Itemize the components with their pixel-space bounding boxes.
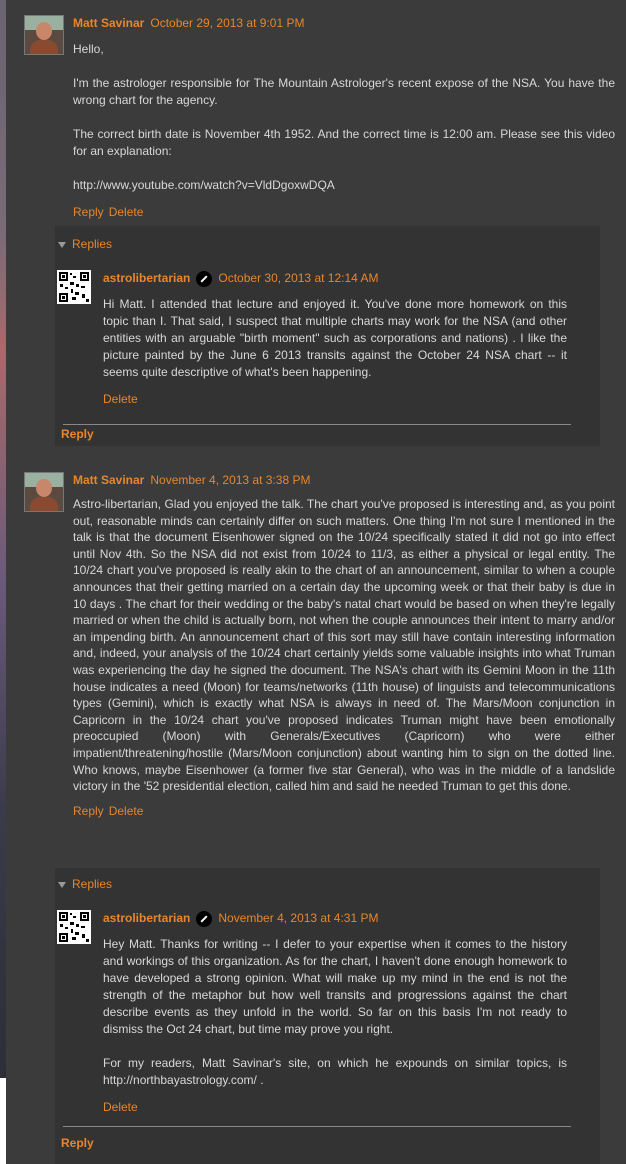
collapse-triangle-icon xyxy=(58,882,66,888)
avatar[interactable] xyxy=(24,15,64,55)
avatar[interactable] xyxy=(57,910,91,944)
comment-date[interactable]: November 4, 2013 at 3:38 PM xyxy=(150,473,311,487)
video-link[interactable]: http://www.youtube.com/watch?v=VldDgoxwDQA xyxy=(73,178,335,192)
avatar[interactable] xyxy=(57,270,91,304)
comment-text xyxy=(73,496,615,795)
reply-text xyxy=(103,296,567,381)
reply-paragraph: For my readers, Matt Savinar's site, on which he expounds on similar topics, is http://northbayastrology.com/ . xyxy=(103,1056,567,1087)
comment-author[interactable]: Matt Savinar xyxy=(73,16,145,30)
replies-label: Replies xyxy=(72,237,113,251)
replies-thread xyxy=(55,226,600,446)
comment-paragraph: Hello, xyxy=(73,42,104,56)
delete-button[interactable]: Delete xyxy=(108,205,144,219)
thread-reply-button[interactable]: Reply xyxy=(61,427,94,441)
reply-button[interactable]: Reply xyxy=(73,803,104,818)
collapse-triangle-icon xyxy=(58,242,66,248)
reply-text xyxy=(103,936,567,1089)
comment-paragraph: Astro-libertarian, Glad you enjoyed the talk. The chart you've proposed is interesting and, as you point out, reasonable minds can certainly differ on such matters. One thing I'm not sure I mentioned in the talk is that the document Eisenhower signed on the 10/24 specifically stated it did not go into effect until Nov 4th. So the NSA did not exist from 10/24 to 11/3, as either a physical or legal entity. The 10/24 chart you've proposed is really akin to the chart of an announcement, similar to when a couple announces that their getting married on a certain day the upcoming week or that their baby is due in 10 days . The chart for their wedding or the baby's natal chart would be based on when they're legally married or when the child is actually born, not when the couple announces their intent to marry and/or an impending birth. An announcement chart of this sort may still have contain interesting information and, indeed, your analysis of the 10/24 chart certainly yields some valuable insights into what Truman was experiencing the day he signed the document. The NSA's chart with its Gemini Moon in the 11th house indicates a need (Moon) for teams/networks (11th house) of linguists and telecommunications types (Gemini), which is exactly what NSA is always in need of. The Mars/Moon conjunction in Capricorn in the 10/24 chart you've proposed indicates Truman might have been emotionally preoccupied (Moon) with Generals/Executives (Capricorn) who were either impatient/threatening/hostile (Mars/Moon conjunction) about wanting him to sign on the dotted line. Who knows, maybe Eisenhower (a former five star General), who was in the middle of a landslide victory in the '52 presidential election, called him and said he needed Truman to get this done. xyxy=(73,497,615,794)
comment-paragraph: I'm the astrologer responsible for The Mountain Astrologer's recent expose of the NSA. You have the wrong chart for the agency. xyxy=(73,76,615,107)
divider xyxy=(63,424,571,425)
reply-author[interactable]: astrolibertarian xyxy=(103,911,191,925)
comment-date[interactable]: October 29, 2013 at 9:01 PM xyxy=(150,16,305,30)
comments-section xyxy=(6,0,626,1164)
reply-paragraph: Hey Matt. Thanks for writing -- I defer to your expertise when it comes to the history and workings of this organization. As for the chart, I haven't done enough homework to have developed a strong opinion. What will make up my mind in the end is not the strength of the metaphor but how well transits and progressions against the chart describe events as they unfold in the world. So far on this basis I'm not ready to dismiss the Oct 24 chart, but time may prove you right. xyxy=(103,937,567,1036)
replies-label: Replies xyxy=(72,877,113,891)
replies-toggle[interactable] xyxy=(55,234,112,254)
comment-author[interactable]: Matt Savinar xyxy=(73,473,145,487)
reply-date[interactable]: November 4, 2013 at 4:31 PM xyxy=(218,911,379,925)
thread-reply-button[interactable]: Reply xyxy=(61,1136,94,1150)
replies-toggle[interactable] xyxy=(55,874,112,894)
replies-thread xyxy=(55,868,600,1164)
reply-author[interactable]: astrolibertarian xyxy=(103,271,191,285)
comment-paragraph: The correct birth date is November 4th 1952. And the correct time is 12:00 am. Please see this video for an explanation: xyxy=(73,127,615,158)
delete-button[interactable]: Delete xyxy=(103,1100,138,1114)
delete-button[interactable]: Delete xyxy=(103,392,138,406)
pencil-icon xyxy=(196,271,212,287)
delete-button[interactable]: Delete xyxy=(108,803,144,818)
comment-text xyxy=(73,41,615,194)
pencil-icon xyxy=(196,911,212,927)
reply-button[interactable]: Reply xyxy=(73,205,104,219)
reply-paragraph: Hi Matt. I attended that lecture and enjoyed it. You've done more homework on this topic than I. That said, I suspect that multiple charts may work for the NSA (and other entities with an arguable "birth moment" such as corporations and nations) . I like the picture painted by the June 6 2013 transits against the October 24 NSA chart -- it seems quite descriptive of what's been happening. xyxy=(103,297,567,379)
divider xyxy=(63,1126,571,1127)
avatar[interactable] xyxy=(24,472,64,512)
reply-date[interactable]: October 30, 2013 at 12:14 AM xyxy=(218,271,379,285)
